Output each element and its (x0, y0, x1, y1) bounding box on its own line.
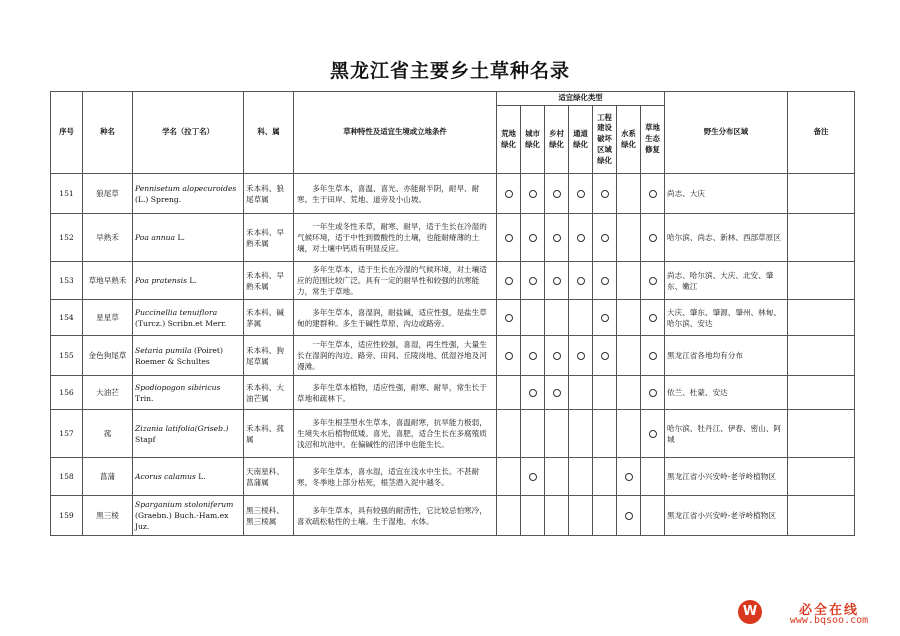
cell-description: 一年生草本，适应性较强，喜湿，再生性强，大量生长在湿润的沟边、路旁、田间、丘陵岗地、低湿谷地及河漫滩。 (294, 336, 497, 376)
cell-distribution: 依兰、杜蒙、安达 (665, 376, 788, 410)
cell-no: 153 (51, 262, 83, 300)
cell-remark (788, 174, 855, 214)
header-greening-types: 适宜绿化类型 (497, 92, 665, 106)
cell-type-1 (521, 496, 545, 536)
cell-type-4 (593, 214, 617, 262)
cell-description: 多年生草本植物，适应性强，耐寒、耐旱，常生长于草地和疏林下。 (294, 376, 497, 410)
cell-type-3 (569, 410, 593, 458)
table-row (51, 496, 855, 536)
circle-mark-icon (601, 314, 609, 322)
cell-type-4 (593, 336, 617, 376)
cell-no: 151 (51, 174, 83, 214)
circle-mark-icon (529, 234, 537, 242)
header-type-6: 草地生态修复 (641, 106, 665, 174)
cell-name: 菖蒲 (83, 458, 133, 496)
circle-mark-icon (577, 234, 585, 242)
cell-type-0 (497, 336, 521, 376)
cell-type-0 (497, 300, 521, 336)
cell-distribution: 黑龙江省小兴安岭-老爷岭植物区 (665, 496, 788, 536)
latin-name: Acorus calamus (135, 472, 196, 481)
cell-distribution: 尚志、哈尔滨、大庆、北安、肇东、嫩江 (665, 262, 788, 300)
circle-mark-icon (529, 352, 537, 360)
circle-mark-icon (649, 430, 657, 438)
latin-author: (L.) Spreng. (135, 194, 182, 204)
cell-type-0 (497, 376, 521, 410)
cell-remark (788, 262, 855, 300)
circle-mark-icon (505, 277, 513, 285)
latin-name: Setaria pumila (135, 345, 192, 355)
cell-no: 156 (51, 376, 83, 410)
cell-no: 158 (51, 458, 83, 496)
circle-mark-icon (529, 190, 537, 198)
circle-mark-icon (601, 190, 609, 198)
table-row (51, 336, 855, 376)
cell-no: 152 (51, 214, 83, 262)
circle-mark-icon (625, 473, 633, 481)
cell-name: 菰 (83, 410, 133, 458)
circle-mark-icon (529, 473, 537, 481)
cell-type-3 (569, 376, 593, 410)
circle-mark-icon (553, 277, 561, 285)
circle-mark-icon (577, 352, 585, 360)
header-type-1: 城市绿化 (521, 106, 545, 174)
cell-latin (133, 376, 244, 410)
cell-description: 多年生草本，喜湿润，耐盐碱，适应性强，是盐生草甸的建群种。多生于碱性草原、沟边或路旁。 (294, 300, 497, 336)
circle-mark-icon (553, 389, 561, 397)
cell-family: 禾本科、早熟禾属 (244, 214, 294, 262)
cell-type-5 (617, 376, 641, 410)
cell-type-5 (617, 496, 641, 536)
cell-description: 多年生根茎型水生草本，喜温耐寒，抗旱能力极弱，生境失水后植物低矮。喜光，喜肥，适合生长在多腐殖质浅沼和坑池中。在偏碱性的沼泽中也能生长。 (294, 410, 497, 458)
cell-remark (788, 336, 855, 376)
cell-family: 黑三棱科、黑三棱属 (244, 496, 294, 536)
circle-mark-icon (505, 352, 513, 360)
cell-type-5 (617, 300, 641, 336)
header-desc: 草种特性及适宜生境或立地条件 (294, 92, 497, 174)
latin-author: L. (175, 233, 185, 242)
circle-mark-icon (529, 389, 537, 397)
cell-type-1 (521, 336, 545, 376)
cell-distribution: 大庆、肇东、肇源、肇州、林甸、哈尔滨、安达 (665, 300, 788, 336)
cell-type-4 (593, 262, 617, 300)
circle-mark-icon (577, 277, 585, 285)
species-table (50, 91, 855, 536)
cell-type-6 (641, 174, 665, 214)
cell-type-5 (617, 410, 641, 458)
header-remark: 备注 (788, 92, 855, 174)
circle-mark-icon (649, 314, 657, 322)
cell-description: 多年生草本，喜水湿，适宜在浅水中生长。不甚耐寒，冬季地上部分枯死，根茎潜入泥中越冬。 (294, 458, 497, 496)
cell-type-1 (521, 458, 545, 496)
watermark-url: www.bqsoo.com (789, 615, 869, 626)
cell-remark (788, 376, 855, 410)
cell-type-1 (521, 300, 545, 336)
cell-type-6 (641, 262, 665, 300)
latin-name: Zizania latifolia(Griseb.) (135, 423, 229, 433)
cell-remark (788, 496, 855, 536)
cell-latin (133, 496, 244, 536)
cell-no: 157 (51, 410, 83, 458)
cell-type-3 (569, 496, 593, 536)
cell-remark (788, 300, 855, 336)
cell-family: 天南星科、菖蒲属 (244, 458, 294, 496)
cell-type-3 (569, 214, 593, 262)
cell-type-5 (617, 174, 641, 214)
circle-mark-icon (649, 352, 657, 360)
cell-type-0 (497, 458, 521, 496)
circle-mark-icon (649, 234, 657, 242)
circle-mark-icon (505, 190, 513, 198)
page-title: 黑龙江省主要乡土草种名录 (329, 60, 570, 82)
cell-type-0 (497, 410, 521, 458)
header-no: 序号 (51, 92, 83, 174)
cell-distribution: 哈尔滨、牡丹江、伊春、密山、阿城 (665, 410, 788, 458)
circle-mark-icon (529, 277, 537, 285)
header-type-3: 通道绿化 (569, 106, 593, 174)
circle-mark-icon (553, 352, 561, 360)
cell-type-6 (641, 376, 665, 410)
cell-type-6 (641, 458, 665, 496)
header-type-2: 乡村绿化 (545, 106, 569, 174)
cell-type-0 (497, 174, 521, 214)
cell-family: 禾本科、早熟禾属 (244, 262, 294, 300)
cell-distribution: 黑龙江省小兴安岭-老爷岭植物区 (665, 458, 788, 496)
circle-mark-icon (577, 190, 585, 198)
cell-remark (788, 410, 855, 458)
cell-no: 159 (51, 496, 83, 536)
cell-latin (133, 214, 244, 262)
circle-mark-icon (601, 352, 609, 360)
cell-type-2 (545, 410, 569, 458)
cell-type-1 (521, 262, 545, 300)
cell-description: 多年生草本，喜温、喜光、亦能耐半阴，耐旱、耐寒。生于田岸、荒地、道旁及小山坡。 (294, 174, 497, 214)
cell-type-6 (641, 300, 665, 336)
latin-name: Spodiopogon sibiricus (135, 382, 221, 392)
circle-mark-icon (553, 234, 561, 242)
latin-author: (Graebn.) Buch.-Ham.ex Juz. (135, 511, 229, 531)
cell-type-5 (617, 262, 641, 300)
cell-remark (788, 458, 855, 496)
cell-description: 多年生草本，具有较强的耐涝性，它比较忌怕寒冷，喜欢疏松粘性的土壤。生于湿地、水体。 (294, 496, 497, 536)
cell-type-2 (545, 336, 569, 376)
cell-type-2 (545, 262, 569, 300)
cell-description: 一年生或冬性禾草，耐寒、耐旱，适于生长在冷湿的气候环境，适于中性到微酸性的土壤，也能耐瘠薄的土壤，对土壤中钙质有明显反应。 (294, 214, 497, 262)
latin-name: Sparganium stoloniferum (135, 500, 234, 509)
cell-type-4 (593, 376, 617, 410)
circle-mark-icon (649, 190, 657, 198)
watermark-logo-icon: W (738, 600, 762, 624)
table-row (51, 458, 855, 496)
cell-latin (133, 300, 244, 336)
cell-family: 禾本科、狼尾草属 (244, 174, 294, 214)
cell-type-4 (593, 410, 617, 458)
cell-latin (133, 174, 244, 214)
latin-name: Puccinellia tenuiflora (135, 307, 218, 317)
cell-no: 154 (51, 300, 83, 336)
table-row (51, 410, 855, 458)
cell-name: 狼尾草 (83, 174, 133, 214)
cell-type-4 (593, 300, 617, 336)
cell-description: 多年生草本，适于生长在冷湿的气候环境，对土壤适应的范围比较广泛。具有一定的耐旱性和较强的抗寒能力，常生于草地。 (294, 262, 497, 300)
header-distribution: 野生分布区域 (665, 92, 788, 174)
cell-name: 早熟禾 (83, 214, 133, 262)
cell-type-5 (617, 458, 641, 496)
cell-family: 禾本科、狗尾草属 (244, 336, 294, 376)
cell-type-2 (545, 300, 569, 336)
latin-author: Stapf (135, 434, 156, 444)
cell-type-2 (545, 174, 569, 214)
cell-type-5 (617, 214, 641, 262)
table-row (51, 174, 855, 214)
latin-author: L. (187, 276, 197, 285)
latin-author: (Poiret) Roemer & Schultes (135, 345, 223, 366)
cell-no: 155 (51, 336, 83, 376)
cell-type-3 (569, 174, 593, 214)
cell-type-2 (545, 214, 569, 262)
cell-type-1 (521, 376, 545, 410)
table-row (51, 376, 855, 410)
circle-mark-icon (649, 389, 657, 397)
table-row (51, 262, 855, 300)
cell-type-6 (641, 410, 665, 458)
cell-family: 禾本科、菰属 (244, 410, 294, 458)
header-type-4: 工程建设破坏区域绿化 (593, 106, 617, 174)
cell-type-4 (593, 174, 617, 214)
cell-name: 草地早熟禾 (83, 262, 133, 300)
circle-mark-icon (601, 277, 609, 285)
cell-name: 金色狗尾草 (83, 336, 133, 376)
cell-type-1 (521, 174, 545, 214)
cell-type-6 (641, 496, 665, 536)
cell-family: 禾本科、碱茅属 (244, 300, 294, 336)
table-row (51, 214, 855, 262)
circle-mark-icon (625, 512, 633, 520)
cell-type-2 (545, 458, 569, 496)
latin-name: Poa pratensis (135, 276, 187, 285)
circle-mark-icon (505, 234, 513, 242)
cell-type-0 (497, 496, 521, 536)
cell-type-1 (521, 214, 545, 262)
cell-type-3 (569, 300, 593, 336)
cell-name: 大油芒 (83, 376, 133, 410)
latin-author: Trin. (135, 393, 154, 403)
cell-type-3 (569, 262, 593, 300)
cell-type-6 (641, 214, 665, 262)
cell-name: 星星草 (83, 300, 133, 336)
circle-mark-icon (553, 190, 561, 198)
header-type-5: 水系绿化 (617, 106, 641, 174)
cell-type-2 (545, 496, 569, 536)
cell-type-2 (545, 376, 569, 410)
table-row (51, 300, 855, 336)
header-type-0: 荒地绿化 (497, 106, 521, 174)
watermark-text: 必全在线 (798, 603, 859, 618)
cell-distribution: 哈尔滨、尚志、新林、西部草原区 (665, 214, 788, 262)
latin-author: (Turcz.) Scribn.et Merr. (135, 318, 227, 328)
cell-type-0 (497, 214, 521, 262)
cell-latin (133, 410, 244, 458)
cell-latin (133, 262, 244, 300)
circle-mark-icon (649, 277, 657, 285)
cell-latin (133, 458, 244, 496)
circle-mark-icon (601, 234, 609, 242)
cell-type-3 (569, 458, 593, 496)
cell-type-6 (641, 336, 665, 376)
cell-type-4 (593, 458, 617, 496)
cell-latin (133, 336, 244, 376)
circle-mark-icon (505, 314, 513, 322)
cell-family: 禾本科、大油芒属 (244, 376, 294, 410)
cell-type-4 (593, 496, 617, 536)
latin-author: L. (195, 472, 206, 481)
cell-distribution: 黑龙江省各地均有分布 (665, 336, 788, 376)
latin-name: Pennisetum alopecuroides (135, 183, 237, 193)
cell-type-3 (569, 336, 593, 376)
cell-distribution: 尚志、大庆 (665, 174, 788, 214)
header-latin: 学名（拉丁名） (133, 92, 244, 174)
header-family: 科、属 (244, 92, 294, 174)
latin-name: Poa annua (135, 233, 176, 242)
cell-remark (788, 214, 855, 262)
cell-type-1 (521, 410, 545, 458)
cell-type-0 (497, 262, 521, 300)
header-name: 种名 (83, 92, 133, 174)
cell-name: 黑三棱 (83, 496, 133, 536)
cell-type-5 (617, 336, 641, 376)
